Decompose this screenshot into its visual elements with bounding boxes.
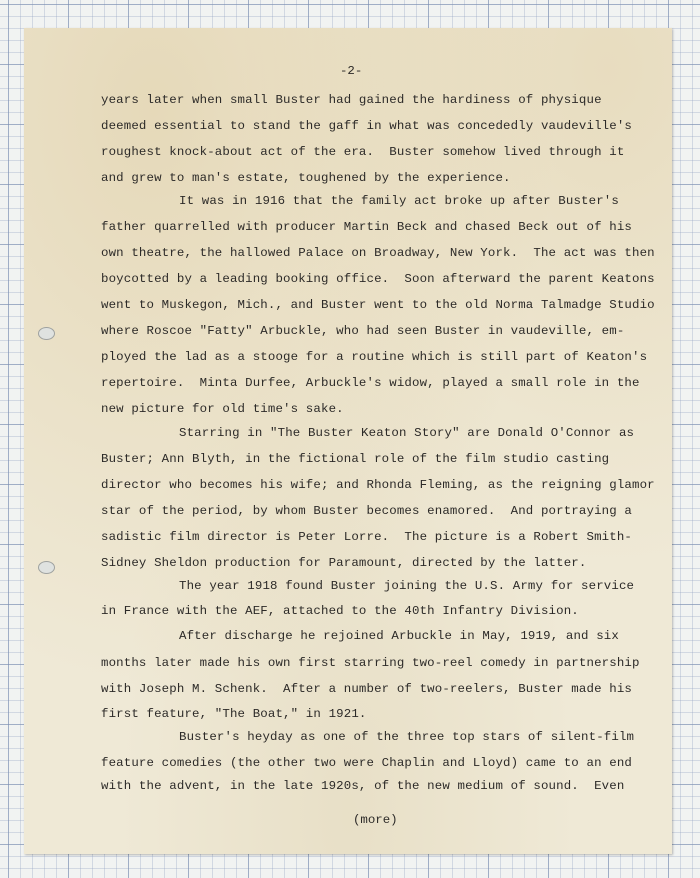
text-line: star of the period, by whom Buster becomes enamored. And portraying a: [101, 504, 632, 518]
text-line: Buster's heyday as one of the three top stars of silent-film: [179, 730, 635, 744]
text-line: new picture for old time's sake.: [101, 402, 344, 416]
text-line: in France with the AEF, attached to the 40th Infantry Division.: [101, 604, 579, 618]
text-line: feature comedies (the other two were Chaplin and Lloyd) came to an end: [101, 756, 632, 770]
text-line: and grew to man's estate, toughened by the experience.: [101, 171, 511, 185]
text-line: own theatre, the hallowed Palace on Broadway, New York. The act was then: [101, 246, 655, 260]
text-line: roughest knock-about act of the era. Buster somehow lived through it: [101, 145, 625, 159]
text-line: deemed essential to stand the gaff in what was concededly vaudeville's: [101, 119, 632, 133]
text-line: with the advent, in the late 1920s, of the new medium of sound. Even: [101, 779, 625, 793]
text-line: ployed the lad as a stooge for a routine which is still part of Keaton's: [101, 350, 648, 364]
text-line: Starring in "The Buster Keaton Story" are Donald O'Connor as: [179, 426, 635, 440]
text-line: The year 1918 found Buster joining the U.S. Army for service: [179, 579, 635, 593]
text-line: where Roscoe "Fatty" Arbuckle, who had seen Buster in vaudeville, em-: [101, 324, 625, 338]
text-line: After discharge he rejoined Arbuckle in May, 1919, and six: [179, 629, 619, 643]
text-line: director who becomes his wife; and Rhonda Fleming, as the reigning glamor: [101, 478, 655, 492]
punch-hole-top: [38, 327, 55, 340]
text-line: years later when small Buster had gained the hardiness of physique: [101, 93, 602, 107]
text-line: sadistic film director is Peter Lorre. The picture is a Robert Smith-: [101, 530, 632, 544]
text-line: boycotted by a leading booking office. Soon afterward the parent Keatons: [101, 272, 655, 286]
text-line: went to Muskegon, Mich., and Buster went to the old Norma Talmadge Studio: [101, 298, 655, 312]
continuation-marker: (more): [353, 813, 398, 827]
text-line: months later made his own first starring two-reel comedy in partnership: [101, 656, 640, 670]
text-line: with Joseph M. Schenk. After a number of two-reelers, Buster made his: [101, 682, 632, 696]
text-line: father quarrelled with producer Martin Beck and chased Beck out of his: [101, 220, 632, 234]
text-line: It was in 1916 that the family act broke up after Buster's: [179, 194, 619, 208]
text-line: Buster; Ann Blyth, in the fictional role of the film studio casting: [101, 452, 610, 466]
text-line: first feature, "The Boat," in 1921.: [101, 707, 367, 721]
text-line: Sidney Sheldon production for Paramount, directed by the latter.: [101, 556, 587, 570]
text-line: repertoire. Minta Durfee, Arbuckle's widow, played a small role in the: [101, 376, 640, 390]
page-number: -2-: [340, 64, 363, 78]
punch-hole-bottom: [38, 561, 55, 574]
